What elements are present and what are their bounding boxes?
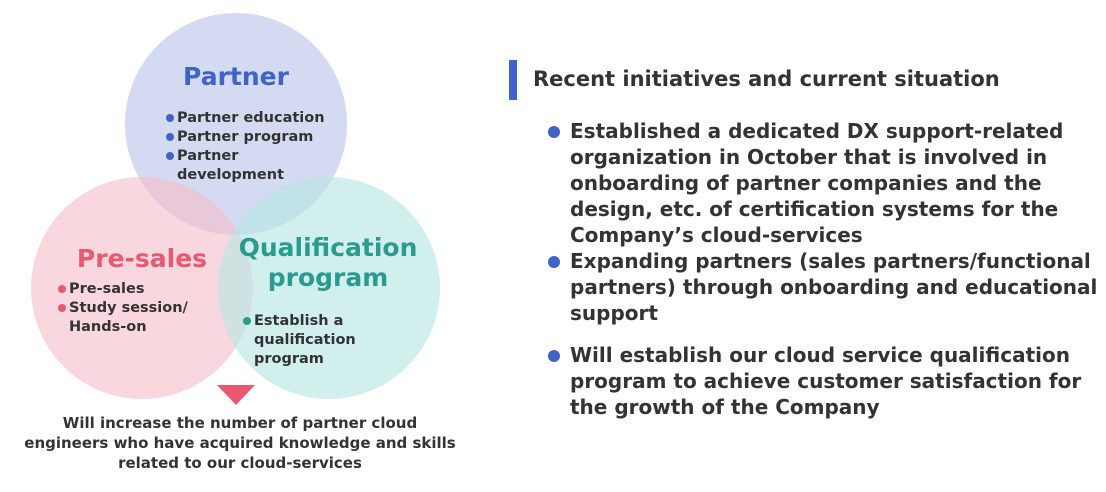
list-item: Partner program: [166, 128, 336, 147]
qualification-list: [243, 312, 433, 369]
partner-title: Partner: [183, 62, 289, 91]
bullet-dot-icon: [548, 126, 560, 138]
initiatives-list: [548, 118, 1098, 420]
list-item: Partner development: [166, 147, 287, 185]
list-item: Establish a qualification program: [243, 312, 419, 369]
section-accent-bar: [509, 60, 517, 100]
list-item: Will establish our cloud service qualification program to achieve customer satisfaction for the growth of the Company: [548, 342, 1098, 420]
list-item: Study session/ Hands-on: [58, 299, 209, 337]
bullet-dot-icon: [243, 317, 251, 325]
presales-list: [58, 280, 208, 337]
list-item: Partner education: [166, 109, 336, 128]
bullet-dot-icon: [548, 350, 560, 362]
outcome-text: Will increase the number of partner cloud engineers who have acquired knowledge and skills related to our cloud-services: [24, 414, 456, 472]
bullet-dot-icon: [548, 256, 560, 268]
bullet-dot-icon: [58, 285, 66, 293]
list-item: Established a dedicated DX support-related organization in October that is involved in onboarding of partner companies and the design, etc. of certification systems for the Company’s cloud-services: [548, 118, 1098, 248]
qualification-title: Qualification program: [238, 233, 418, 292]
list-item: Expanding partners (sales partners/functional partners) through onboarding and educational support: [548, 248, 1098, 326]
partner-list: [166, 109, 336, 185]
bullet-dot-icon: [166, 133, 174, 141]
list-item: Pre-sales: [58, 280, 208, 299]
down-arrow-icon: [217, 385, 255, 405]
section-title: Recent initiatives and current situation: [533, 67, 1000, 91]
bullet-dot-icon: [58, 304, 66, 312]
presales-title: Pre-sales: [76, 244, 208, 273]
bullet-dot-icon: [166, 114, 174, 122]
bullet-dot-icon: [166, 152, 174, 160]
